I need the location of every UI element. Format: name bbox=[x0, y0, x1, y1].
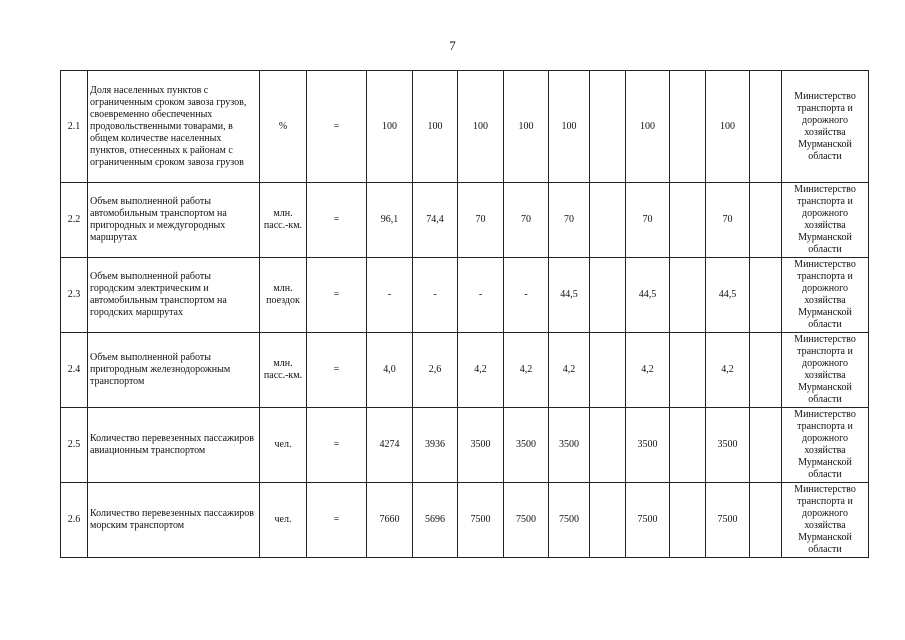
value-cell: 70 bbox=[549, 183, 590, 258]
value-cell: 96,1 bbox=[367, 183, 413, 258]
value-cell: 3500 bbox=[504, 408, 549, 483]
row-number: 2.2 bbox=[61, 183, 88, 258]
value-cell bbox=[590, 333, 626, 408]
value-cell: 70 bbox=[458, 183, 504, 258]
trend-cell: = bbox=[307, 408, 367, 483]
value-cell: 70 bbox=[504, 183, 549, 258]
table-row bbox=[61, 258, 869, 333]
trend-cell: = bbox=[307, 483, 367, 558]
indicator-name: Количество перевезенных пассажиров авиационным транспортом bbox=[88, 408, 260, 483]
indicator-name: Объем выполненной работы городским электрическим и автомобильным транспортом на городских маршрутах bbox=[88, 258, 260, 333]
value-cell: 3936 bbox=[413, 408, 458, 483]
table-body bbox=[61, 71, 869, 558]
responsible-cell: Министерство транспорта и дорожного хозяйства Мурманской области bbox=[782, 71, 869, 183]
value-cell: 4,2 bbox=[549, 333, 590, 408]
value-cell bbox=[670, 183, 706, 258]
table-row bbox=[61, 71, 869, 183]
value-cell bbox=[670, 258, 706, 333]
value-cell bbox=[590, 183, 626, 258]
indicator-name: Объем выполненной работы пригородным железнодорожным транспортом bbox=[88, 333, 260, 408]
unit-cell: млн. пасс.-км. bbox=[260, 183, 307, 258]
responsible-cell: Министерство транспорта и дорожного хозяйства Мурманской области bbox=[782, 408, 869, 483]
value-cell: 2,6 bbox=[413, 333, 458, 408]
value-cell: 4,2 bbox=[706, 333, 750, 408]
value-cell bbox=[750, 183, 782, 258]
unit-cell: % bbox=[260, 71, 307, 183]
value-cell: 44,5 bbox=[549, 258, 590, 333]
value-cell bbox=[590, 258, 626, 333]
value-cell: 3500 bbox=[458, 408, 504, 483]
value-cell bbox=[590, 408, 626, 483]
row-number: 2.4 bbox=[61, 333, 88, 408]
value-cell: 4,2 bbox=[626, 333, 670, 408]
value-cell: 7500 bbox=[706, 483, 750, 558]
value-cell: 100 bbox=[504, 71, 549, 183]
value-cell: 70 bbox=[706, 183, 750, 258]
value-cell: 100 bbox=[706, 71, 750, 183]
responsible-cell: Министерство транспорта и дорожного хозяйства Мурманской области bbox=[782, 333, 869, 408]
table-row bbox=[61, 408, 869, 483]
value-cell: 4,2 bbox=[458, 333, 504, 408]
value-cell: 4,0 bbox=[367, 333, 413, 408]
table-row bbox=[61, 183, 869, 258]
value-cell: 100 bbox=[413, 71, 458, 183]
value-cell: 44,5 bbox=[626, 258, 670, 333]
trend-cell: = bbox=[307, 258, 367, 333]
responsible-cell: Министерство транспорта и дорожного хозяйства Мурманской области bbox=[782, 183, 869, 258]
unit-cell: млн. поездок bbox=[260, 258, 307, 333]
value-cell: 3500 bbox=[549, 408, 590, 483]
value-cell: 70 bbox=[626, 183, 670, 258]
row-number: 2.5 bbox=[61, 408, 88, 483]
value-cell bbox=[750, 483, 782, 558]
table-row bbox=[61, 483, 869, 558]
value-cell: 7660 bbox=[367, 483, 413, 558]
value-cell: - bbox=[367, 258, 413, 333]
value-cell bbox=[590, 483, 626, 558]
value-cell: 100 bbox=[367, 71, 413, 183]
value-cell: 3500 bbox=[706, 408, 750, 483]
value-cell: - bbox=[504, 258, 549, 333]
unit-cell: чел. bbox=[260, 483, 307, 558]
indicator-name: Количество перевезенных пассажиров морским транспортом bbox=[88, 483, 260, 558]
value-cell: 44,5 bbox=[706, 258, 750, 333]
indicators-table bbox=[60, 70, 869, 558]
row-number: 2.6 bbox=[61, 483, 88, 558]
indicator-name: Доля населенных пунктов с ограниченным сроком завоза грузов, своевременно обеспеченных продовольственными товарами, в общем количестве населенных пунктов, отнесенных к районам с ограниченным сроком завоза грузов bbox=[88, 71, 260, 183]
responsible-cell: Министерство транспорта и дорожного хозяйства Мурманской области bbox=[782, 483, 869, 558]
page-number: 7 bbox=[449, 38, 456, 53]
trend-cell: = bbox=[307, 183, 367, 258]
indicator-name: Объем выполненной работы автомобильным транспортом на пригородных и междугородных маршрутах bbox=[88, 183, 260, 258]
value-cell: 7500 bbox=[626, 483, 670, 558]
value-cell: 5696 bbox=[413, 483, 458, 558]
row-number: 2.3 bbox=[61, 258, 88, 333]
value-cell: 74,4 bbox=[413, 183, 458, 258]
value-cell: 3500 bbox=[626, 408, 670, 483]
value-cell bbox=[670, 71, 706, 183]
trend-cell: = bbox=[307, 333, 367, 408]
value-cell bbox=[670, 483, 706, 558]
row-number: 2.1 bbox=[61, 71, 88, 183]
value-cell bbox=[670, 408, 706, 483]
value-cell: - bbox=[458, 258, 504, 333]
value-cell: 7500 bbox=[458, 483, 504, 558]
value-cell bbox=[750, 71, 782, 183]
value-cell bbox=[750, 408, 782, 483]
unit-cell: чел. bbox=[260, 408, 307, 483]
value-cell: 7500 bbox=[504, 483, 549, 558]
value-cell bbox=[750, 333, 782, 408]
responsible-cell: Министерство транспорта и дорожного хозяйства Мурманской области bbox=[782, 258, 869, 333]
value-cell: 4274 bbox=[367, 408, 413, 483]
value-cell: 4,2 bbox=[504, 333, 549, 408]
value-cell: - bbox=[413, 258, 458, 333]
unit-cell: млн. пасс.-км. bbox=[260, 333, 307, 408]
value-cell: 7500 bbox=[549, 483, 590, 558]
trend-cell: = bbox=[307, 71, 367, 183]
value-cell bbox=[750, 258, 782, 333]
value-cell: 100 bbox=[626, 71, 670, 183]
value-cell: 100 bbox=[549, 71, 590, 183]
value-cell bbox=[590, 71, 626, 183]
value-cell bbox=[670, 333, 706, 408]
table-row bbox=[61, 333, 869, 408]
value-cell: 100 bbox=[458, 71, 504, 183]
